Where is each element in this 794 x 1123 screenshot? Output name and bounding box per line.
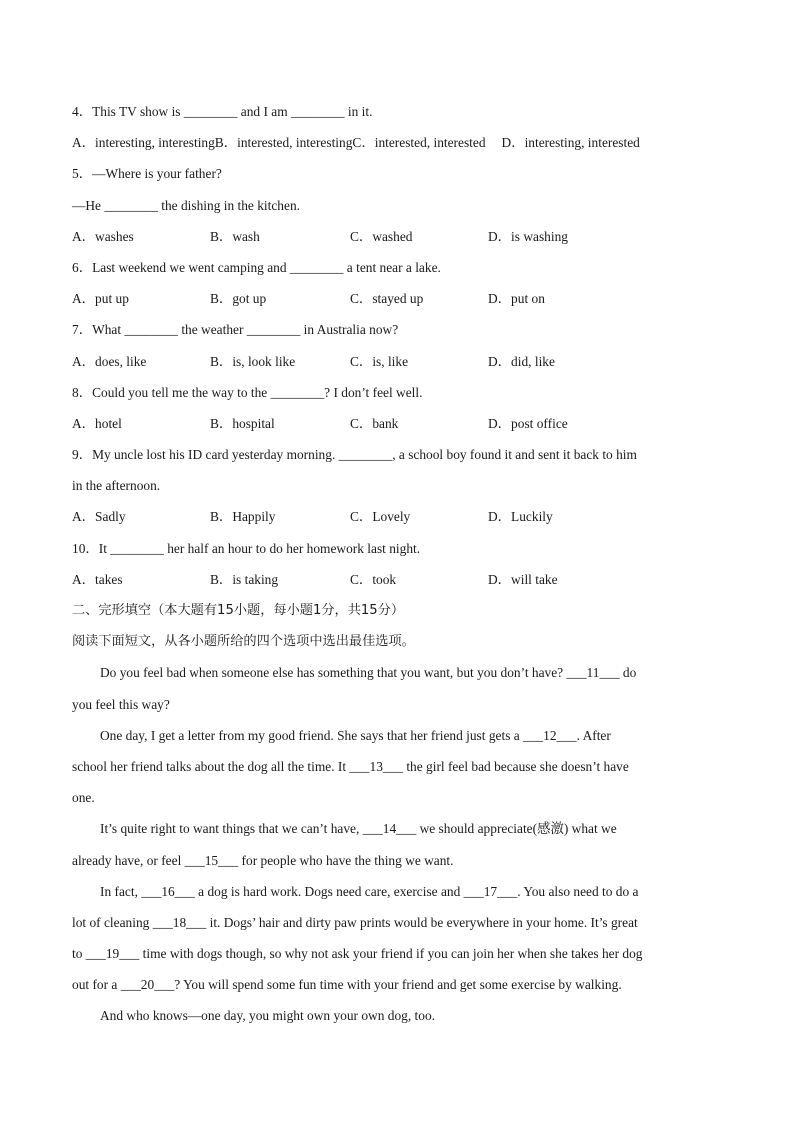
exam-page [72,96,672,1032]
option-a: A．takes [72,571,123,587]
question-5-stem: 5．—Where is your father? [72,166,222,182]
option-c: C．bank [350,415,399,431]
option-d: D．post office [488,415,568,431]
question-10-options [72,564,672,595]
option-a: A．does, like [72,353,147,369]
question-7-stem: 7．What ________ the weather ________ in Australia now? [72,322,399,338]
question-4-options-abc: A．interesting, interestingB．interested, interestingC．interested, interested [72,135,486,151]
question-7-options [72,346,672,377]
passage-line: Do you feel bad when someone else has something that you want, but you don’t have? ___11___ do [100,665,637,681]
question-9-stem-line2: in the afternoon. [72,478,161,494]
option-b: B．is taking [210,571,279,587]
section-heading: 二、完形填空（本大题有15小题，每小题1分，共15分） [72,603,405,618]
option-d: D．Luckily [488,509,553,525]
option-a: A．put up [72,291,129,307]
cloze-passage [72,657,672,1031]
passage-line: you feel this way? [72,696,170,712]
option-d: D．will take [488,571,558,587]
option-b: B．got up [210,291,267,307]
question-6-stem: 6．Last weekend we went camping and ________ a tent near a lake. [72,259,441,275]
option-c: C．stayed up [350,291,424,307]
question-6-options [72,283,672,314]
passage-line: school her friend talks about the dog all the time. It ___13___ the girl feel bad because she doesn’t have [72,758,629,774]
question-5-stem-line2: —He ________ the dishing in the kitchen. [72,197,300,213]
question-8-options [72,408,672,439]
passage-line: one. [72,790,95,806]
passage-line: One day, I get a letter from my good friend. She says that her friend just gets a ___12___. After [100,727,611,743]
option-b: B．hospital [210,415,275,431]
question-9-options [72,501,672,532]
question-4-options [72,127,672,158]
option-c: C．Lovely [350,509,411,525]
question-4-option-d: D．interesting, interested [501,135,640,151]
passage-line: And who knows—one day, you might own your own dog, too. [100,1008,435,1024]
passage-line: already have, or feel ___15___ for people who have the thing we want. [72,852,454,868]
option-a: A．hotel [72,415,122,431]
question-8-stem: 8．Could you tell me the way to the ________? I don’t feel well. [72,384,423,400]
option-b: B．Happily [210,509,276,525]
option-b: B．is, look like [210,353,296,369]
option-c: C．is, like [350,353,409,369]
passage-line: out for a ___20___? You will spend some fun time with your friend and get some exercise by walking. [72,977,622,993]
section-instruction: 阅读下面短文，从各小题所给的四个选项中选出最佳选项。 [72,634,415,650]
option-b: B．wash [210,228,260,244]
question-5-options [72,221,672,252]
option-c: C．took [350,571,397,587]
question-9-stem: 9．My uncle lost his ID card yesterday morning. ________, a school boy found it and sent it back to him [72,447,637,463]
option-d: D．did, like [488,353,555,369]
passage-line: It’s quite right to want things that we can’t have, ___14___ we should appreciate(感激) what we [100,821,617,837]
question-4-stem: 4．This TV show is ________ and I am ________ in it. [72,104,373,119]
passage-line: to ___19___ time with dogs though, so why not ask your friend if you can join her when she takes her dog [72,946,643,962]
option-d: D．put on [488,291,545,307]
passage-line: lot of cleaning ___18___ it. Dogs’ hair and dirty paw prints would be everywhere in your home. It’s great [72,914,638,930]
question-10-stem: 10．It ________ her half an hour to do her homework last night. [72,540,421,556]
option-a: A．Sadly [72,509,126,525]
option-d: D．is washing [488,228,568,244]
option-c: C．washed [350,228,413,244]
passage-line: In fact, ___16___ a dog is hard work. Dogs need care, exercise and ___17___. You also need to do a [100,883,639,899]
option-a: A．washes [72,228,134,244]
